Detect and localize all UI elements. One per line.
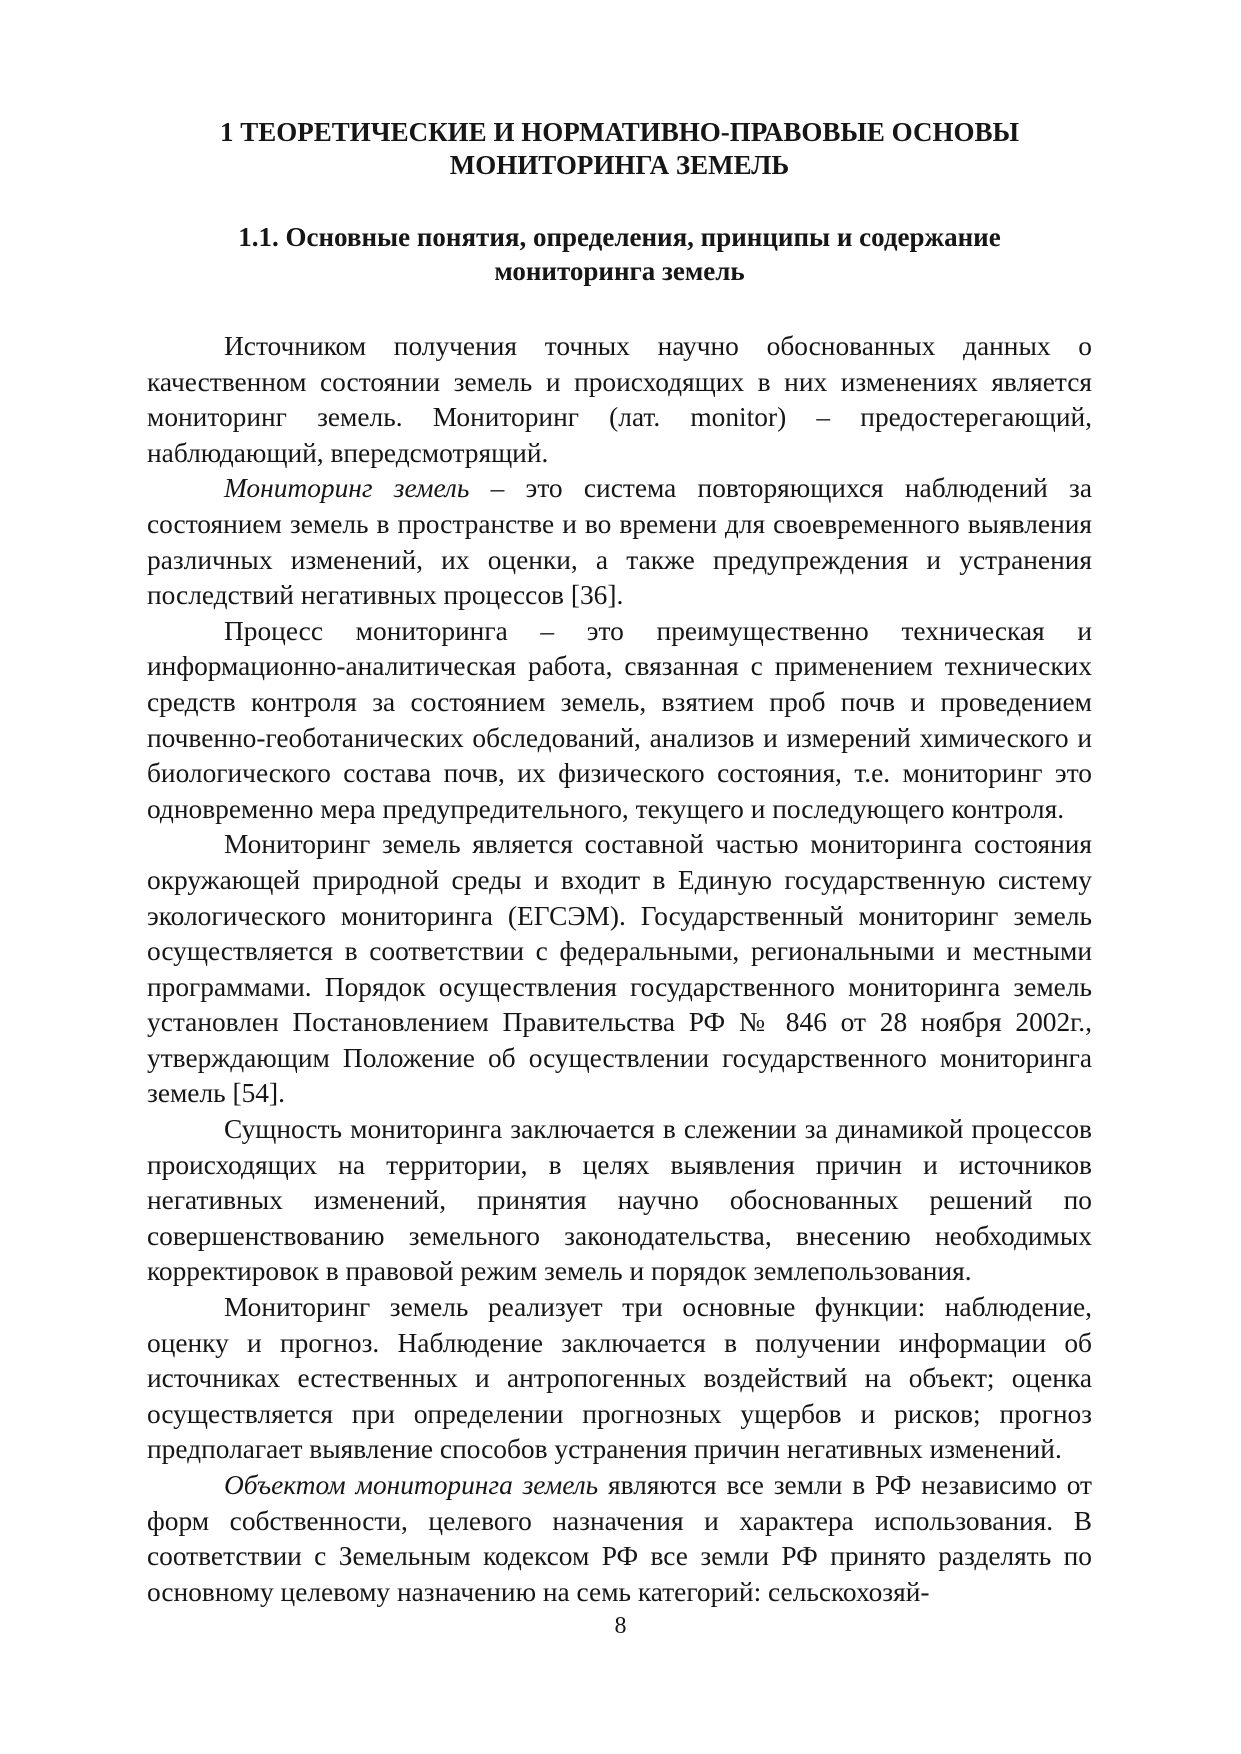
paragraph-2-text: – это система повторяющихся наблюдений за состоянием земель в пространстве и во времени для своевременного выявления различных изменений, их оценки, а также предупреждения и устранения последствий негативных процессов [36]. <box>147 473 1092 611</box>
paragraph-1: Источником получения точных научно обоснованных данных о качественном состоянии земель и происходящих в них изменениях является мониторинг земель. Мониторинг (лат. monitor) – предостерегающий, наблюдающий, впередсмотрящий. <box>147 331 1092 468</box>
paragraph-5: Сущность мониторинга заключается в слежении за динамикой процессов происходящих на территории, в целях выявления причин и источников негативных изменений, принятия научно обоснованных решений по совершенствованию земельного законодательства, внесению необходимых корректировок в правовой режим земель и порядок землепользования. <box>147 1114 1092 1287</box>
page-content <box>147 116 1092 1610</box>
paragraph-2-term: Мониторинг земель <box>224 473 470 504</box>
section-title <box>147 220 1092 288</box>
section-title-line-2: мониторинга земель <box>494 256 745 286</box>
paragraph-2 <box>147 471 1092 613</box>
paragraph-4: Мониторинг земель является составной частью мониторинга состояния окружающей природной среды и входит в Единую государственную систему экологического мониторинга (ЕГСЭМ). Государственный мониторинг земель осуществляется в соответствии с федеральными, региональными и местными программами. Порядок осуществления государственного мониторинга земель установлен Постановлением Правительства РФ № 846 от 28 ноября 2002г., утверждающим Положение об осуществлении государственного мониторинга земель [54]. <box>147 829 1092 1109</box>
paragraph-7-term: Объектом мониторинга земель <box>224 1470 599 1500</box>
body-text <box>147 329 1092 1610</box>
paragraph-6: Мониторинг земель реализует три основные функции: наблюдение, оценку и прогноз. Наблюдение заключается в получении информации об источниках естественных и антропогенных воздействий на объект; оценка осуществляется при определении прогнозных ущербов и рисков; прогноз предполагает выявление способов устранения причин негативных изменений. <box>147 1292 1092 1465</box>
chapter-title-line-1: 1 ТЕОРЕТИЧЕСКИЕ И НОРМАТИВНО-ПРАВОВЫЕ ОСНОВЫ <box>220 117 1019 147</box>
chapter-title-line-2: МОНИТОРИНГА ЗЕМЕЛЬ <box>449 150 790 180</box>
chapter-title <box>147 116 1092 182</box>
page-number: 8 <box>614 1613 627 1639</box>
paragraph-7 <box>147 1468 1092 1610</box>
paragraph-7-text: являются все земли в РФ независимо от форм собственности, целевого назначения и характера использования. В соответствии с Земельным кодексом РФ все земли РФ принято разделять по основному целевому назначению на семь категорий: сельскохозяй- <box>147 1470 1093 1607</box>
paragraph-3: Процесс мониторинга – это преимущественно техническая и информационно-аналитическая работа, связанная с применением технических средств контроля за состоянием земель, взятием проб почв и проведением почвенно-геоботанических обследований, анализов и измерений химического и биологического состава почв, их физического состояния, т.е. мониторинг это одновременно мера предупредительного, текущего и последующего контроля. <box>147 615 1092 824</box>
section-title-line-1: 1.1. Основные понятия, определения, принципы и содержание <box>238 222 1001 252</box>
